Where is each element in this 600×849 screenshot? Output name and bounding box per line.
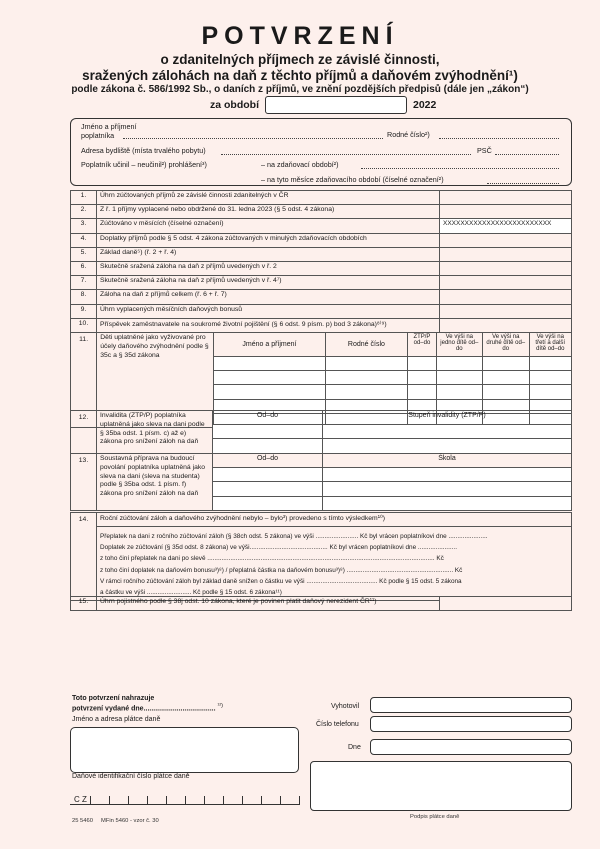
student-col-school: Škola [323,454,572,468]
period-year: 2022 [413,99,437,111]
taxpayer-section [70,118,572,186]
student-label: Soustavná příprava na budoucí povolání poplatníka uplatněná jako sleva na dani (sleva na studenta) podle § 35ba odst. 1 písm. f) zákona pro snížení záloh na daň [97,454,213,511]
name-field[interactable] [123,138,383,139]
invalidity-table [70,410,572,454]
value-cell[interactable] [440,276,572,290]
table-row: 5. Základ daně⁵) (ř. 2 + ř. 4) [71,247,572,261]
phone-label: Číslo telefonu [316,721,359,728]
table-row: 6. Skutečně sražená záloha na daň z příjmů uvedených v ř. 2 [71,261,572,275]
base-reduction-line-2: a částku ve výši ......................... Kč podle § 15 odst. 6 zákona¹¹) [100,589,282,597]
student-header-row: 13. Soustavná příprava na budoucí povolání poplatníka uplatněná jako sleva na dani (sleva na studenta) podle § 35ba odst. 1 písm. f) zákona pro snížení záloh na daň Od–do Škola [71,454,572,468]
dic-prefix: C Z [74,795,87,804]
signature-label: Podpis plátce daně [410,814,460,820]
value-cell[interactable] [440,205,572,219]
col-third-child: Ve výši na třetí a další dítě od–do [529,333,572,357]
period-label: za období [210,99,259,111]
dic-field[interactable] [70,786,300,804]
invalidity-col-degree: Stupeň invalidity (ZTP/P) [323,411,572,425]
settlement-row: 14. Roční zúčtování záloh a daňového zvýhodnění nebylo – bylo³) provedeno s tímto výsledkem¹⁰) [71,513,572,527]
declaration-period-field[interactable] [361,168,559,169]
table-row: 15. Úhrn pojistného podle § 38j odst. 10 zákona, které je povinen platit daňový nerezident ČR¹¹) [71,597,572,611]
value-cell[interactable] [440,247,572,261]
invalidity-col-period: Od–do [213,411,323,425]
subtitle-law: podle zákona č. 586/1992 Sb., o daních z příjmů, ve znění pozdějších předpisů (dále jen „zákon“) [71,84,529,95]
birth-number-field[interactable] [439,138,559,139]
months-value: XXXXXXXXXXXXXXXXXXXXXXXXX [440,219,572,233]
subtitle-2: sražených zálohách na daň z těchto příjmů a daňovém zvýhodnění¹) [82,68,518,83]
invalidity-label: Invalidita (ZTP/P) poplatníka uplatněná jako sleva na dani podle § 35ba odst. 1 písm. c) až e) zákona pro snížení záloh na daň [97,411,213,454]
form-code: 25 5460 MFin 5460 - vzor č. 30 [72,818,159,824]
dic-underline [70,804,300,805]
annual-settlement-table [70,512,572,601]
table-row: 4. Doplatky příjmů podle § 5 odst. 4 zákona zúčtovaných v minulých zdaňovacích obdobích [71,233,572,247]
income-table [70,190,572,333]
date-label: Dne [348,744,361,751]
payer-label: Jméno a adresa plátce daně [72,716,161,723]
overpayment-line: Přeplatek na dani z ročního zúčtování záloh (§ 38ch odst. 5 zákona) ve výši ........................ Kč byl vrácen poplatníkovi dne ...................... [100,533,488,540]
value-cell[interactable] [440,304,572,318]
tax-overpayment-line: z toho činí přeplatek na dani po slevě ................................................................................................................................ Kč [100,555,444,563]
table-row: 9. Úhrn vyplacených měsíčních daňových bonusů [71,304,572,318]
col-ztpp: ZTP/P od–do [408,333,436,357]
declaration-months-label: – na tyto měsíce zdaňovacího období (číselné označení²) [261,175,444,184]
address-field[interactable] [221,154,471,155]
made-by-label: Vyhotovil [331,703,360,710]
student-col-period: Od–do [213,454,323,468]
phone-field[interactable] [370,716,572,732]
col-first-child: Ve výši na jedno dítě od–do [436,333,482,357]
replacement-note: Toto potvrzení nahrazuje potvrzení vydané dne..................................... $^{^{12})}$ [72,695,223,713]
table-row: 3. Zúčtováno v měsících (číselné označení) XXXXXXXXXXXXXXXXXXXXXXXXX [71,219,572,233]
page-title: POTVRZENÍ [201,22,399,50]
declaration-label: Poplatník učinil – neučinil²) prohlášení³) [81,160,207,169]
underpayment-line: Doplatek ze zúčtování (§ 35d odst. 8 zákona) ve výši............................................ Kč byl vrácen poplatníkovi dne ...................... [100,544,457,552]
value-cell[interactable] [440,318,572,332]
value-cell[interactable] [440,233,572,247]
table-row: 7. Skutečně sražená záloha na daň z příjmů uvedených v ř. 4⁷) [71,276,572,290]
invalidity-header-row: 12. Invalidita (ZTP/P) poplatníka uplatněná jako sleva na dani podle § 35ba odst. 1 písm. c) až e) zákona pro snížení záloh na daň Od–do Stupeň invalidity (ZTP/P) [71,411,572,425]
table-row: 8. Záloha na daň z příjmů celkem (ř. 6 + ř. 7) [71,290,572,304]
psc-field[interactable] [495,154,559,155]
value-cell[interactable] [440,261,572,275]
address-label: Adresa bydliště (místa trvalého pobytu) [81,146,206,155]
value-cell[interactable] [440,191,572,205]
made-by-field[interactable] [370,697,572,713]
col-name: Jméno a příjmení [214,333,325,357]
period-input[interactable] [265,96,407,114]
period-row [210,96,436,114]
value-cell[interactable] [440,290,572,304]
children-label: Děti uplatněné jako vyživované pro účely daňového zvýhodnění podle § 35c a § 35d zákona [97,333,214,428]
table-row: 2. Z ř. 1 příjmy vyplacené nebo obdržené do 31. ledna 2023 (§ 5 odst. 4 zákona) [71,205,572,219]
table-row: 1. Úhrn zúčtovaných příjmů ze závislé činnosti zdanitelných v ČR [71,191,572,205]
col-birth-number: Rodné číslo [325,333,408,357]
insurance-table [70,596,572,611]
col-second-child: Ve výši na druhé dítě od–do [483,333,529,357]
children-header-row: 11. Děti uplatněné jako vyživované pro účely daňového zvýhodnění podle § 35c a § 35d zákona Jméno a příjmení Rodné číslo ZTP/P od–do Ve výši na jedno dítě od–do Ve výši na druhé dítě od–do Ve výši na třetí a další dítě od–do [71,333,572,357]
student-table [70,453,572,511]
psc-label: PSČ [477,146,492,155]
payer-name-address-field[interactable] [70,727,299,773]
dic-label: Daňové identifikační číslo plátce daně [72,773,190,780]
declaration-months-field[interactable] [487,183,559,184]
base-reduction-line: V rámci ročního zúčtování záloh byl základ daně snížen o částku ve výši ........................................ Kč podle § 15 odst. 5 zákona [100,577,462,585]
name-label: Jméno a příjmení poplatníka [81,122,137,140]
birth-number-label: Rodné číslo²) [387,130,430,139]
date-field[interactable] [370,739,572,755]
signature-field[interactable] [310,761,572,811]
bonus-line: z toho činí doplatek na daňovém bonusu³)⁸) / přeplatná částka na daňovém bonusu³)⁸) ............................................................ Kč [100,566,463,574]
value-cell[interactable] [440,597,572,611]
settlement-details [71,527,572,601]
settlement-head: Roční zúčtování záloh a daňového zvýhodnění nebylo – bylo³) provedeno s tímto výsledkem¹⁰) [97,513,572,527]
table-row: 10. Příspěvek zaměstnavatele na soukromé životní pojištění (§ 6 odst. 9 písm. p) bod 3 zákona)⁸⁾⁹) [71,318,572,332]
subtitle-1: o zdanitelných příjmech ze závislé činnosti, [160,52,440,67]
declaration-period-label: – na zdaňovací období²) [261,160,339,169]
